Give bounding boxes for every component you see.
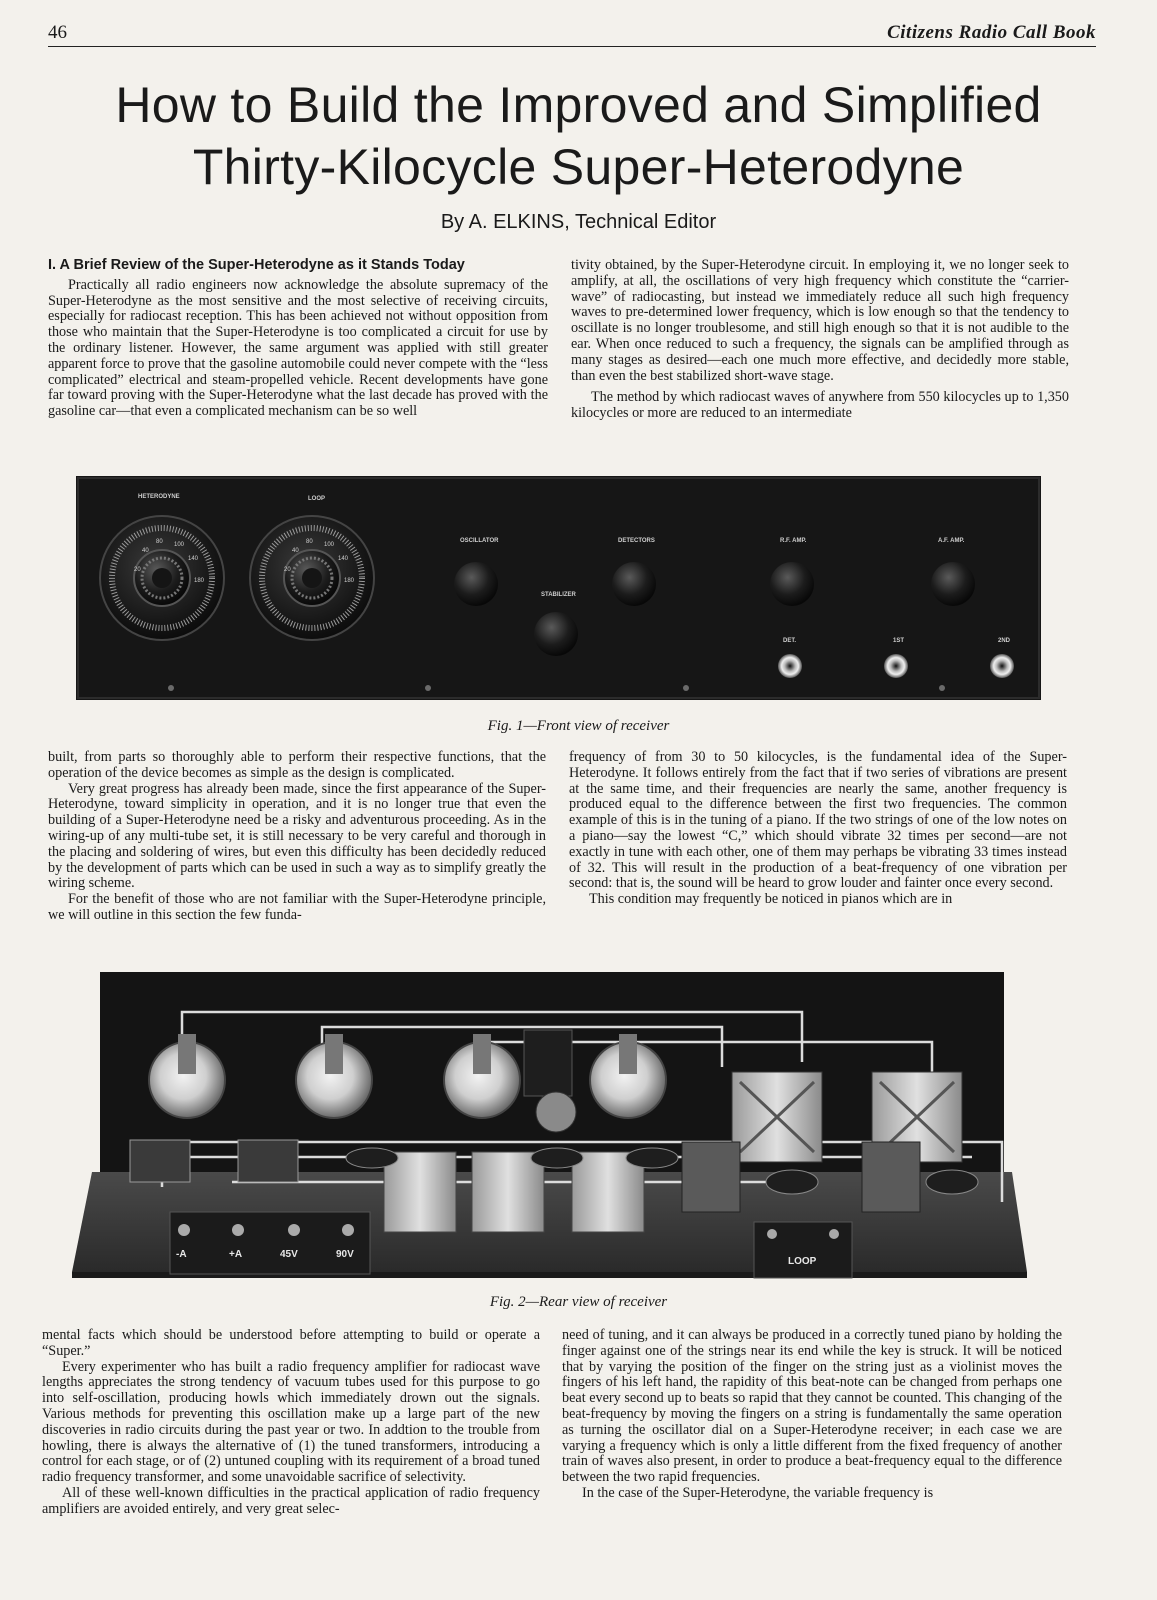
label-detectors: DETECTORS <box>618 538 655 544</box>
svg-text:20: 20 <box>284 567 291 573</box>
loop-dial <box>250 516 374 640</box>
paragraph: Practically all radio engineers now acknowledge the absolute supremacy of the Super-Heterodyne as the most sensitive and the most selective of receiving circuits, especially for radiocast reception. This has been achieved not without opposition from those who maintain that the Super-Heterodyne is too complicated a circuit for use by the ordinary listener. However, the same argument was applied with still greater apparent force to prove that the gasoline automobile could never compete with the “less complicated” electrical and steam-propelled vehicle. Recent developments have gone far toward proving with the Super-Heterodyne what the last decade has proved with the gasoline car—that even a complicated mechanism can be so well <box>48 276 548 420</box>
figure-1-front-panel-photo <box>76 476 1041 700</box>
svg-text:40: 40 <box>142 548 149 554</box>
svg-text:140: 140 <box>338 556 349 562</box>
column-2-bottom <box>562 1328 1062 1502</box>
rheostat <box>536 1092 576 1132</box>
figure-1-caption: Fig. 1—Front view of receiver <box>487 718 670 734</box>
svg-text:20: 20 <box>134 567 141 573</box>
figure-2-rear-view-photo <box>72 972 1032 1282</box>
label-jack-2nd: 2ND <box>998 638 1011 644</box>
svg-text:100: 100 <box>324 542 335 548</box>
detectors-knob <box>612 562 656 606</box>
title-line-1: How to Build the Improved and Simplified <box>115 77 1042 133</box>
paragraph: need of tuning, and it can always be produced in a correctly tuned piano by holding the finger against one of the strings near its end while the key is struck. It will be noticed that by varying the position of the finger on the string just as a violinist moves the fingers of his left hand, the rapidity of this beat-note can be changed from perhaps one beat every second up to beats so rapid that they cannot be counted. This changing of the beat-frequency by moving the fingers on a string is fundamentally the same operation as turning the oscillator dial on a Super-Heterodyne receiver; in each case we are varying a frequency which is only a little different from the fixed frequency of another train of waves also present, in order to produce a beat-frequency equal to the difference between the two rapid frequencies. <box>562 1327 1062 1486</box>
paragraph: This condition may frequently be noticed in pianos which are in <box>589 891 953 908</box>
article-title <box>0 74 1157 198</box>
title-line-2: Thirty-Kilocycle Super-Heterodyne <box>192 139 965 195</box>
label-heterodyne: HETERODYNE <box>138 494 180 500</box>
svg-text:40: 40 <box>292 548 299 554</box>
first-stage-jack <box>884 654 908 678</box>
byline: By A. ELKINS, Technical Editor <box>440 211 717 233</box>
paragraph: For the benefit of those who are not familiar with the Super-Heterodyne principle, we will outline in this section the few funda- <box>48 891 546 923</box>
paragraph: mental facts which should be understood before attempting to build or operate a “Super.” <box>42 1327 540 1359</box>
svg-text:180: 180 <box>194 578 205 584</box>
column-1-middle <box>48 750 546 924</box>
column-1-bottom <box>42 1328 540 1518</box>
paragraph: frequency of from 30 to 50 kilocycles, is the fundamental idea of the Super-Heterodyne. It follows entirely from the fact that if two series of vibrations are present at the same time, and their frequencies are nearly the same, another frequency is produced equal to the difference between the first two frequencies. The common example of this is in the tuning of a piano. If the two strings of one of the low notes on a piano—say the lowest “C,” which should vibrate 32 times per second—are not exactly in tune with each other, one of them may perhaps be vibrating 33 times instead of 32. This will result in the production of a beat-frequency of one vibration per second: that is, the sound will be heard to grow louder and fainter once every second. <box>569 749 1067 892</box>
running-header <box>48 20 1096 47</box>
paragraph: All of these well-known difficulties in the practical application of radio frequency amplifiers are avoided entirely, and very great selec- <box>42 1484 540 1517</box>
condenser-block <box>524 1030 572 1096</box>
section-heading: I. A Brief Review of the Super-Heterodyne as it Stands Today <box>48 257 465 273</box>
label-oscillator: OSCILLATOR <box>460 538 499 544</box>
stabilizer-knob <box>534 612 578 656</box>
column-1-top <box>48 258 548 420</box>
svg-text:180: 180 <box>344 578 355 584</box>
column-2-top <box>571 258 1069 422</box>
publication-title: Citizens Radio Call Book <box>887 22 1096 43</box>
terminal-45v: 45V <box>280 1249 298 1260</box>
label-af-amp: A.F. AMP. <box>938 538 965 544</box>
figure-2-caption: Fig. 2—Rear view of receiver <box>489 1294 668 1310</box>
paragraph: built, from parts so thoroughly able to perform their respective functions, that the operation of the device becomes as simple as the design is complicated. <box>48 749 546 781</box>
label-rf-amp: R.F. AMP. <box>780 538 807 544</box>
loop-terminal-block <box>754 1222 852 1278</box>
paragraph: Every experimenter who has built a radio frequency amplifier for radiocast wave lengths appreciates the strong tendency of vacuum tubes used for this purpose to go into self-oscillation, producing howls which immediately drown out the signals. Various methods for preventing this oscillation make up a large part of the new discoveries in radio circuits during the past year or two. In addtion to the trouble from howling, there is always the alternative of (1) the tuned transformers, introducing a control for each stage, or of (2) untuned coupling with its requirement of a broad tuned radio frequency transformer, and some unavoidable sacrifice of selectivity. <box>42 1358 540 1486</box>
loop-label: LOOP <box>788 1256 817 1267</box>
svg-text:100: 100 <box>174 542 185 548</box>
paragraph: In the case of the Super-Heterodyne, the variable frequency is <box>582 1484 934 1501</box>
terminal-minus-a: -A <box>176 1249 187 1260</box>
battery-terminal-strip <box>170 1212 370 1274</box>
heterodyne-dial <box>100 516 224 640</box>
paragraph: The method by which radiocast waves of anywhere from 550 kilocycles up to 1,350 kilocycles or more are reduced to an intermediate <box>571 389 1069 422</box>
label-jack-det: DET. <box>783 638 797 644</box>
terminal-plus-a: +A <box>229 1249 243 1260</box>
label-stabilizer: STABILIZER <box>541 592 576 598</box>
rf-amp-knob <box>770 562 814 606</box>
af-amp-knob <box>931 562 975 606</box>
column-2-middle <box>569 750 1067 908</box>
oscillator-knob <box>454 562 498 606</box>
svg-text:80: 80 <box>156 539 163 545</box>
svg-text:80: 80 <box>306 539 313 545</box>
svg-text:140: 140 <box>188 556 199 562</box>
second-stage-jack <box>990 654 1014 678</box>
det-jack <box>778 654 802 678</box>
label-loop: LOOP <box>308 496 326 502</box>
paragraph: Very great progress has already been made, since the first appearance of the Super-Heterodyne, toward simplicity in operation, and it is no longer true that even the building of a Super-Heterodyne need be a risky and adventurous proceeding. As in the wiring-up of any multi-tube set, it is still necessary to be very careful and thorough in the placing and soldering of wires, but even this difficulty has been decidedly reduced by the development of parts which can be used in such a way as to simplify greatly the wiring scheme. <box>48 780 546 892</box>
page-number: 46 <box>48 22 67 43</box>
paragraph: tivity obtained, by the Super-Heterodyne circuit. In employing it, we no longer seek to amplify, at all, the oscillations of very high frequency which constitute the “carrier-wave” of radiocasting, but instead we immediately reduce all such high frequency waves to pre-determined lower frequency, which is low enough so that the tendency to oscillate is no longer troublesome, and still high enough so that it is not audible to the ear. When once reduced to such a frequency, the signals can be amplified through as many stages as desired—each one much more effective, and decidedly more stable, than even the best stabilized short-wave stage. <box>571 257 1069 384</box>
label-jack-1st: 1ST <box>893 638 905 644</box>
terminal-90v: 90V <box>336 1249 354 1260</box>
